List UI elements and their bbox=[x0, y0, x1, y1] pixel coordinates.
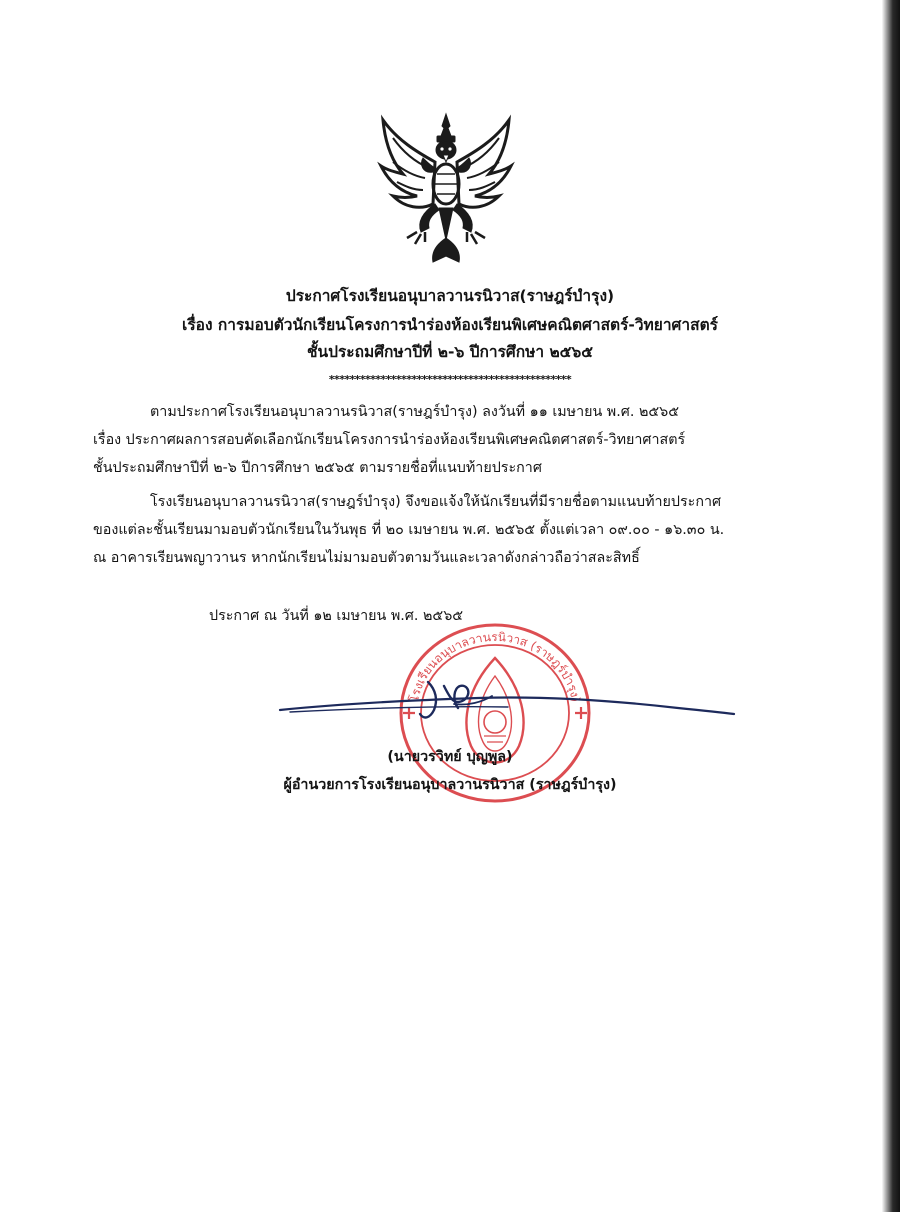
body-line-2: เรื่อง ประกาศผลการสอบคัดเลือกนักเรียนโครงการนำร่องห้องเรียนพิเศษคณิตศาสตร์-วิทยาศาสตร์ bbox=[93, 432, 686, 448]
document-grade-year: ชั้นประถมศึกษาปีที่ ๒-๖ ปีการศึกษา ๒๕๖๕ bbox=[306, 343, 593, 361]
seal-text: โรงเรียนอนุบาลวานรนิวาส (ราษฎร์บำรุง) bbox=[406, 629, 584, 704]
body-line-6: ณ อาคารเรียนพญาวานร หากนักเรียนไม่มามอบตัวตามวันและเวลาดังกล่าวถือว่าสละสิทธิ์ bbox=[93, 550, 640, 566]
body-line-5: ของแต่ละชั้นเรียนมามอบตัวนักเรียนในวันพุธ ที่ ๒๐ เมษายน พ.ศ. ๒๕๖๕ ตั้งแต่เวลา ๐๙.๐๐ - ๑๖.๓๐ น. bbox=[93, 522, 725, 538]
body-line-4: โรงเรียนอนุบาลวานรนิวาส(ราษฎร์บำรุง) จึงขอแจ้งให้นักเรียนที่มีรายชื่อตามแนบท้ายประกาศ bbox=[150, 494, 722, 510]
page-edge-shadow bbox=[882, 0, 900, 1212]
body-line-3: ชั้นประถมศึกษาปีที่ ๒-๖ ปีการศึกษา ๒๕๖๕ ตามรายชื่อที่แนบท้ายประกาศ bbox=[93, 460, 542, 476]
document-subject: เรื่อง การมอบตัวนักเรียนโครงการนำร่องห้องเรียนพิเศษคณิตศาสตร์-วิทยาศาสตร์ bbox=[182, 316, 718, 334]
garuda-emblem-icon bbox=[377, 112, 515, 267]
body-line-1: ตามประกาศโรงเรียนอนุบาลวานรนิวาส(ราษฎร์บำรุง) ลงวันที่ ๑๑ เมษายน พ.ศ. ๒๕๖๕ bbox=[150, 404, 680, 420]
signatory-name: (นายวรวิทย์ บุญพูล) bbox=[387, 749, 513, 765]
signature-mark bbox=[278, 674, 738, 726]
header-separator: *********************************************** bbox=[328, 373, 572, 386]
signatory-position: ผู้อำนวยการโรงเรียนอนุบาลวานรนิวาส (ราษฎร์บำรุง) bbox=[283, 777, 617, 793]
document-title: ประกาศโรงเรียนอนุบาลวานรนิวาส(ราษฎร์บำรุง) bbox=[285, 287, 615, 305]
announce-date: ประกาศ ณ วันที่ ๑๒ เมษายน พ.ศ. ๒๕๖๕ bbox=[209, 608, 464, 624]
